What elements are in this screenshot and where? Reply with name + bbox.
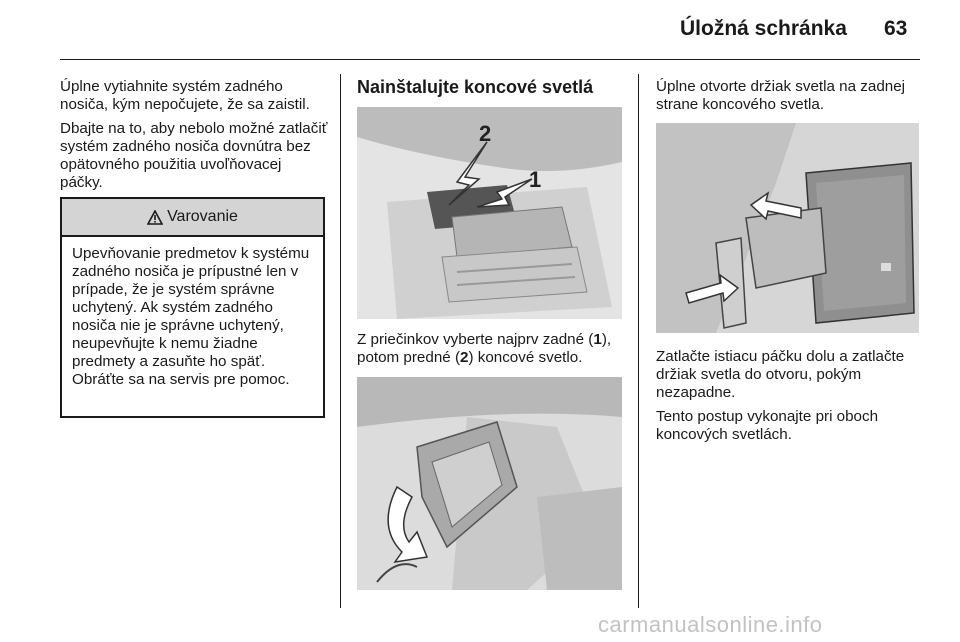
- column-1: [60, 78, 328, 198]
- warning-box: [60, 197, 325, 418]
- instruction-paragraph: Úplne vytiahnite systém zadného nosiča, kým nepočujete, že sa zaistil.: [60, 78, 310, 113]
- warning-title: Varovanie: [167, 208, 238, 225]
- header-divider: [60, 59, 920, 60]
- warning-triangle-icon: [147, 210, 163, 225]
- instruction-paragraph: Zatlačte istiacu páčku dolu a zatlačte držiak svetla do otvoru, pokým nezapadne.: [656, 348, 905, 401]
- caption-text: ) koncové svetlo.: [468, 349, 583, 366]
- instruction-paragraph: Dbajte na to, aby nebolo možné zatlačiť systém zadného nosiča dovnútra bez opätovného použitia uvoľňovacej páčky.: [60, 120, 328, 191]
- illustration-caption: [357, 331, 629, 373]
- column-3-top: [656, 78, 926, 120]
- page-title: Úložná schránka: [680, 17, 847, 40]
- section-heading: Nainštalujte koncové svetlá: [357, 77, 594, 97]
- watermark-text: carmanualsonline.info: [598, 612, 823, 637]
- page-number: 63: [884, 17, 908, 40]
- caption-ref: 1: [593, 331, 602, 348]
- column-divider-2: [638, 74, 639, 608]
- callout-number-2: 2: [479, 121, 492, 146]
- warning-header: [62, 199, 323, 237]
- callout-number-1: 1: [529, 167, 542, 192]
- warning-text: Upevňovanie predmetov k systému zadného nosiča je prípustné len v prípade, že je systém správne uchytený. Ak systém zadného nosiča nie je správne uchytený, neupevňujte k nemu žiadne predmety a zasuňte ho späť. Obráťte sa na servis pre pomoc.: [72, 245, 310, 388]
- column-3-bottom: [656, 348, 926, 450]
- column-divider-1: [340, 74, 341, 608]
- caption-text: ), potom predné (: [357, 331, 612, 366]
- illustration-tail-lights-compartment: [357, 107, 622, 319]
- illustration-light-holder: [656, 123, 919, 333]
- illustration-tail-light-removal: [357, 377, 622, 590]
- caption-text: Z priečinkov vyberte najprv zadné (: [357, 331, 594, 348]
- instruction-paragraph: Tento postup vykonajte pri oboch koncových svetlách.: [656, 408, 879, 443]
- instruction-paragraph: Úplne otvorte držiak svetla na zadnej strane koncového svetla.: [656, 78, 906, 113]
- caption-ref: 2: [460, 349, 469, 366]
